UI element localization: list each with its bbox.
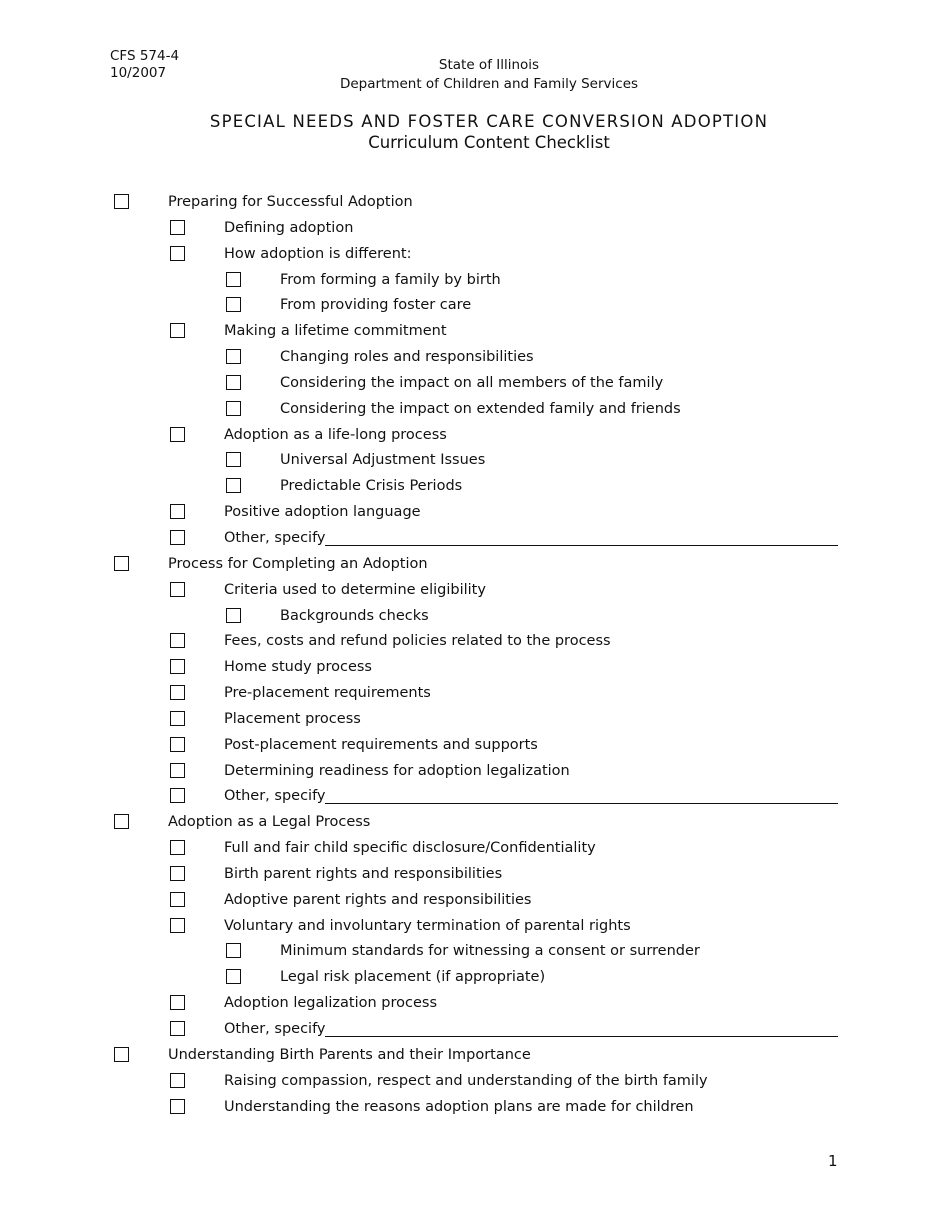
item-checkbox[interactable] <box>170 1021 185 1036</box>
subitem-label: From providing foster care <box>280 297 472 314</box>
subitem-label: Legal risk placement (if appropriate) <box>280 969 546 986</box>
subitem-row <box>0 474 950 500</box>
item-row <box>0 836 950 862</box>
subitem-label: Considering the impact on all members of the family <box>280 374 664 391</box>
item-checkbox[interactable] <box>170 504 185 519</box>
item-row <box>0 242 950 268</box>
section-checkbox[interactable] <box>114 556 129 571</box>
section-row <box>0 1043 950 1069</box>
item-label: Adoptive parent rights and responsibilities <box>224 891 532 908</box>
subitem-checkbox[interactable] <box>226 375 241 390</box>
item-label: Adoption as a life-long process <box>224 426 447 443</box>
subitem-row <box>0 371 950 397</box>
subitem-checkbox[interactable] <box>226 969 241 984</box>
subitem-label: Changing roles and responsibilities <box>280 349 534 366</box>
item-label: Raising compassion, respect and understanding of the birth family <box>224 1072 708 1089</box>
form-date: 10/2007 <box>110 65 167 81</box>
item-checkbox[interactable] <box>170 685 185 700</box>
item-checkbox[interactable] <box>170 1099 185 1114</box>
item-checkbox[interactable] <box>170 840 185 855</box>
item-label: Other, specify <box>224 1021 326 1037</box>
other-specify-field[interactable] <box>325 803 838 804</box>
item-row <box>0 578 950 604</box>
other-specify-field[interactable] <box>325 1036 838 1037</box>
item-row <box>0 991 950 1017</box>
document-title-block <box>0 111 950 153</box>
item-checkbox[interactable] <box>170 1073 185 1088</box>
subitem-label: From forming a family by birth <box>280 271 501 288</box>
subitem-checkbox[interactable] <box>226 608 241 623</box>
other-specify-field[interactable] <box>325 545 838 546</box>
item-label: Home study process <box>224 659 372 676</box>
subitem-checkbox[interactable] <box>226 943 241 958</box>
item-checkbox[interactable] <box>170 866 185 881</box>
item-row <box>0 500 950 526</box>
item-row <box>0 1069 950 1095</box>
item-row <box>0 733 950 759</box>
item-row <box>0 862 950 888</box>
item-checkbox[interactable] <box>170 246 185 261</box>
section-row <box>0 810 950 836</box>
section-checkbox[interactable] <box>114 814 129 829</box>
item-row <box>0 681 950 707</box>
subitem-row <box>0 293 950 319</box>
item-row <box>0 526 950 552</box>
section-row <box>0 552 950 578</box>
subitem-label: Considering the impact on extended family and friends <box>280 400 681 417</box>
section-checkbox[interactable] <box>114 194 129 209</box>
subitem-checkbox[interactable] <box>226 272 241 287</box>
item-row <box>0 759 950 785</box>
item-checkbox[interactable] <box>170 220 185 235</box>
agency-header <box>0 56 950 94</box>
item-checkbox[interactable] <box>170 582 185 597</box>
subitem-row <box>0 268 950 294</box>
item-row <box>0 707 950 733</box>
subitem-row <box>0 965 950 991</box>
item-label: Understanding the reasons adoption plans are made for children <box>224 1098 694 1115</box>
item-row <box>0 216 950 242</box>
subitem-row <box>0 345 950 371</box>
section-row <box>0 190 950 216</box>
section-label: Preparing for Successful Adoption <box>168 194 413 210</box>
document-title: SPECIAL NEEDS AND FOSTER CARE CONVERSION ADOPTION <box>209 112 769 131</box>
item-label: Birth parent rights and responsibilities <box>224 865 503 882</box>
item-row <box>0 629 950 655</box>
subitem-row <box>0 448 950 474</box>
item-row <box>0 1095 950 1121</box>
item-label: Adoption legalization process <box>224 995 438 1012</box>
item-label: Fees, costs and refund policies related to the process <box>224 633 611 650</box>
item-checkbox[interactable] <box>170 530 185 545</box>
document-subtitle: Curriculum Content Checklist <box>368 133 610 152</box>
item-row <box>0 914 950 940</box>
section-label: Adoption as a Legal Process <box>168 814 371 831</box>
subitem-row <box>0 397 950 423</box>
item-label: How adoption is different: <box>224 245 412 262</box>
item-label: Post-placement requirements and supports <box>224 736 538 753</box>
item-row <box>0 655 950 681</box>
item-checkbox[interactable] <box>170 995 185 1010</box>
item-label: Other, specify <box>224 788 326 805</box>
section-checkbox[interactable] <box>114 1047 129 1062</box>
item-checkbox[interactable] <box>170 788 185 803</box>
item-checkbox[interactable] <box>170 918 185 933</box>
page-number: 1 <box>828 1152 838 1170</box>
item-checkbox[interactable] <box>170 711 185 726</box>
item-checkbox[interactable] <box>170 737 185 752</box>
item-checkbox[interactable] <box>170 633 185 648</box>
item-checkbox[interactable] <box>170 323 185 338</box>
state-name: State of Illinois <box>438 57 540 73</box>
item-label: Defining adoption <box>224 219 354 236</box>
section-label: Process for Completing an Adoption <box>168 555 428 572</box>
item-label: Criteria used to determine eligibility <box>224 581 486 598</box>
item-label: Making a lifetime commitment <box>224 323 447 340</box>
item-label: Full and fair child specific disclosure/Confidentiality <box>224 840 596 857</box>
item-label: Other, specify <box>224 529 326 546</box>
subitem-row <box>0 939 950 965</box>
subitem-label: Backgrounds checks <box>280 607 429 624</box>
item-label: Pre-placement requirements <box>224 685 431 702</box>
item-checkbox[interactable] <box>170 892 185 907</box>
item-label: Voluntary and involuntary termination of parental rights <box>224 917 631 934</box>
item-row <box>0 888 950 914</box>
item-row <box>0 1017 950 1043</box>
item-label: Placement process <box>224 710 361 727</box>
item-label: Determining readiness for adoption legalization <box>224 762 570 779</box>
subitem-checkbox[interactable] <box>226 297 241 312</box>
item-row <box>0 784 950 810</box>
subitem-checkbox[interactable] <box>226 478 241 493</box>
subitem-label: Universal Adjustment Issues <box>280 452 486 469</box>
subitem-label: Minimum standards for witnessing a consent or surrender <box>280 943 700 960</box>
item-label: Positive adoption language <box>224 504 421 521</box>
subitem-label: Predictable Crisis Periods <box>280 478 463 495</box>
item-row <box>0 319 950 345</box>
subitem-checkbox[interactable] <box>226 401 241 416</box>
subitem-checkbox[interactable] <box>226 349 241 364</box>
item-checkbox[interactable] <box>170 659 185 674</box>
checklist <box>0 190 950 1120</box>
subitem-row <box>0 604 950 630</box>
subitem-checkbox[interactable] <box>226 452 241 467</box>
section-label: Understanding Birth Parents and their Importance <box>168 1046 531 1063</box>
item-row <box>0 423 950 449</box>
item-checkbox[interactable] <box>170 763 185 778</box>
form-number: CFS 574-4 <box>110 48 180 64</box>
department-name: Department of Children and Family Services <box>339 76 639 92</box>
item-checkbox[interactable] <box>170 427 185 442</box>
